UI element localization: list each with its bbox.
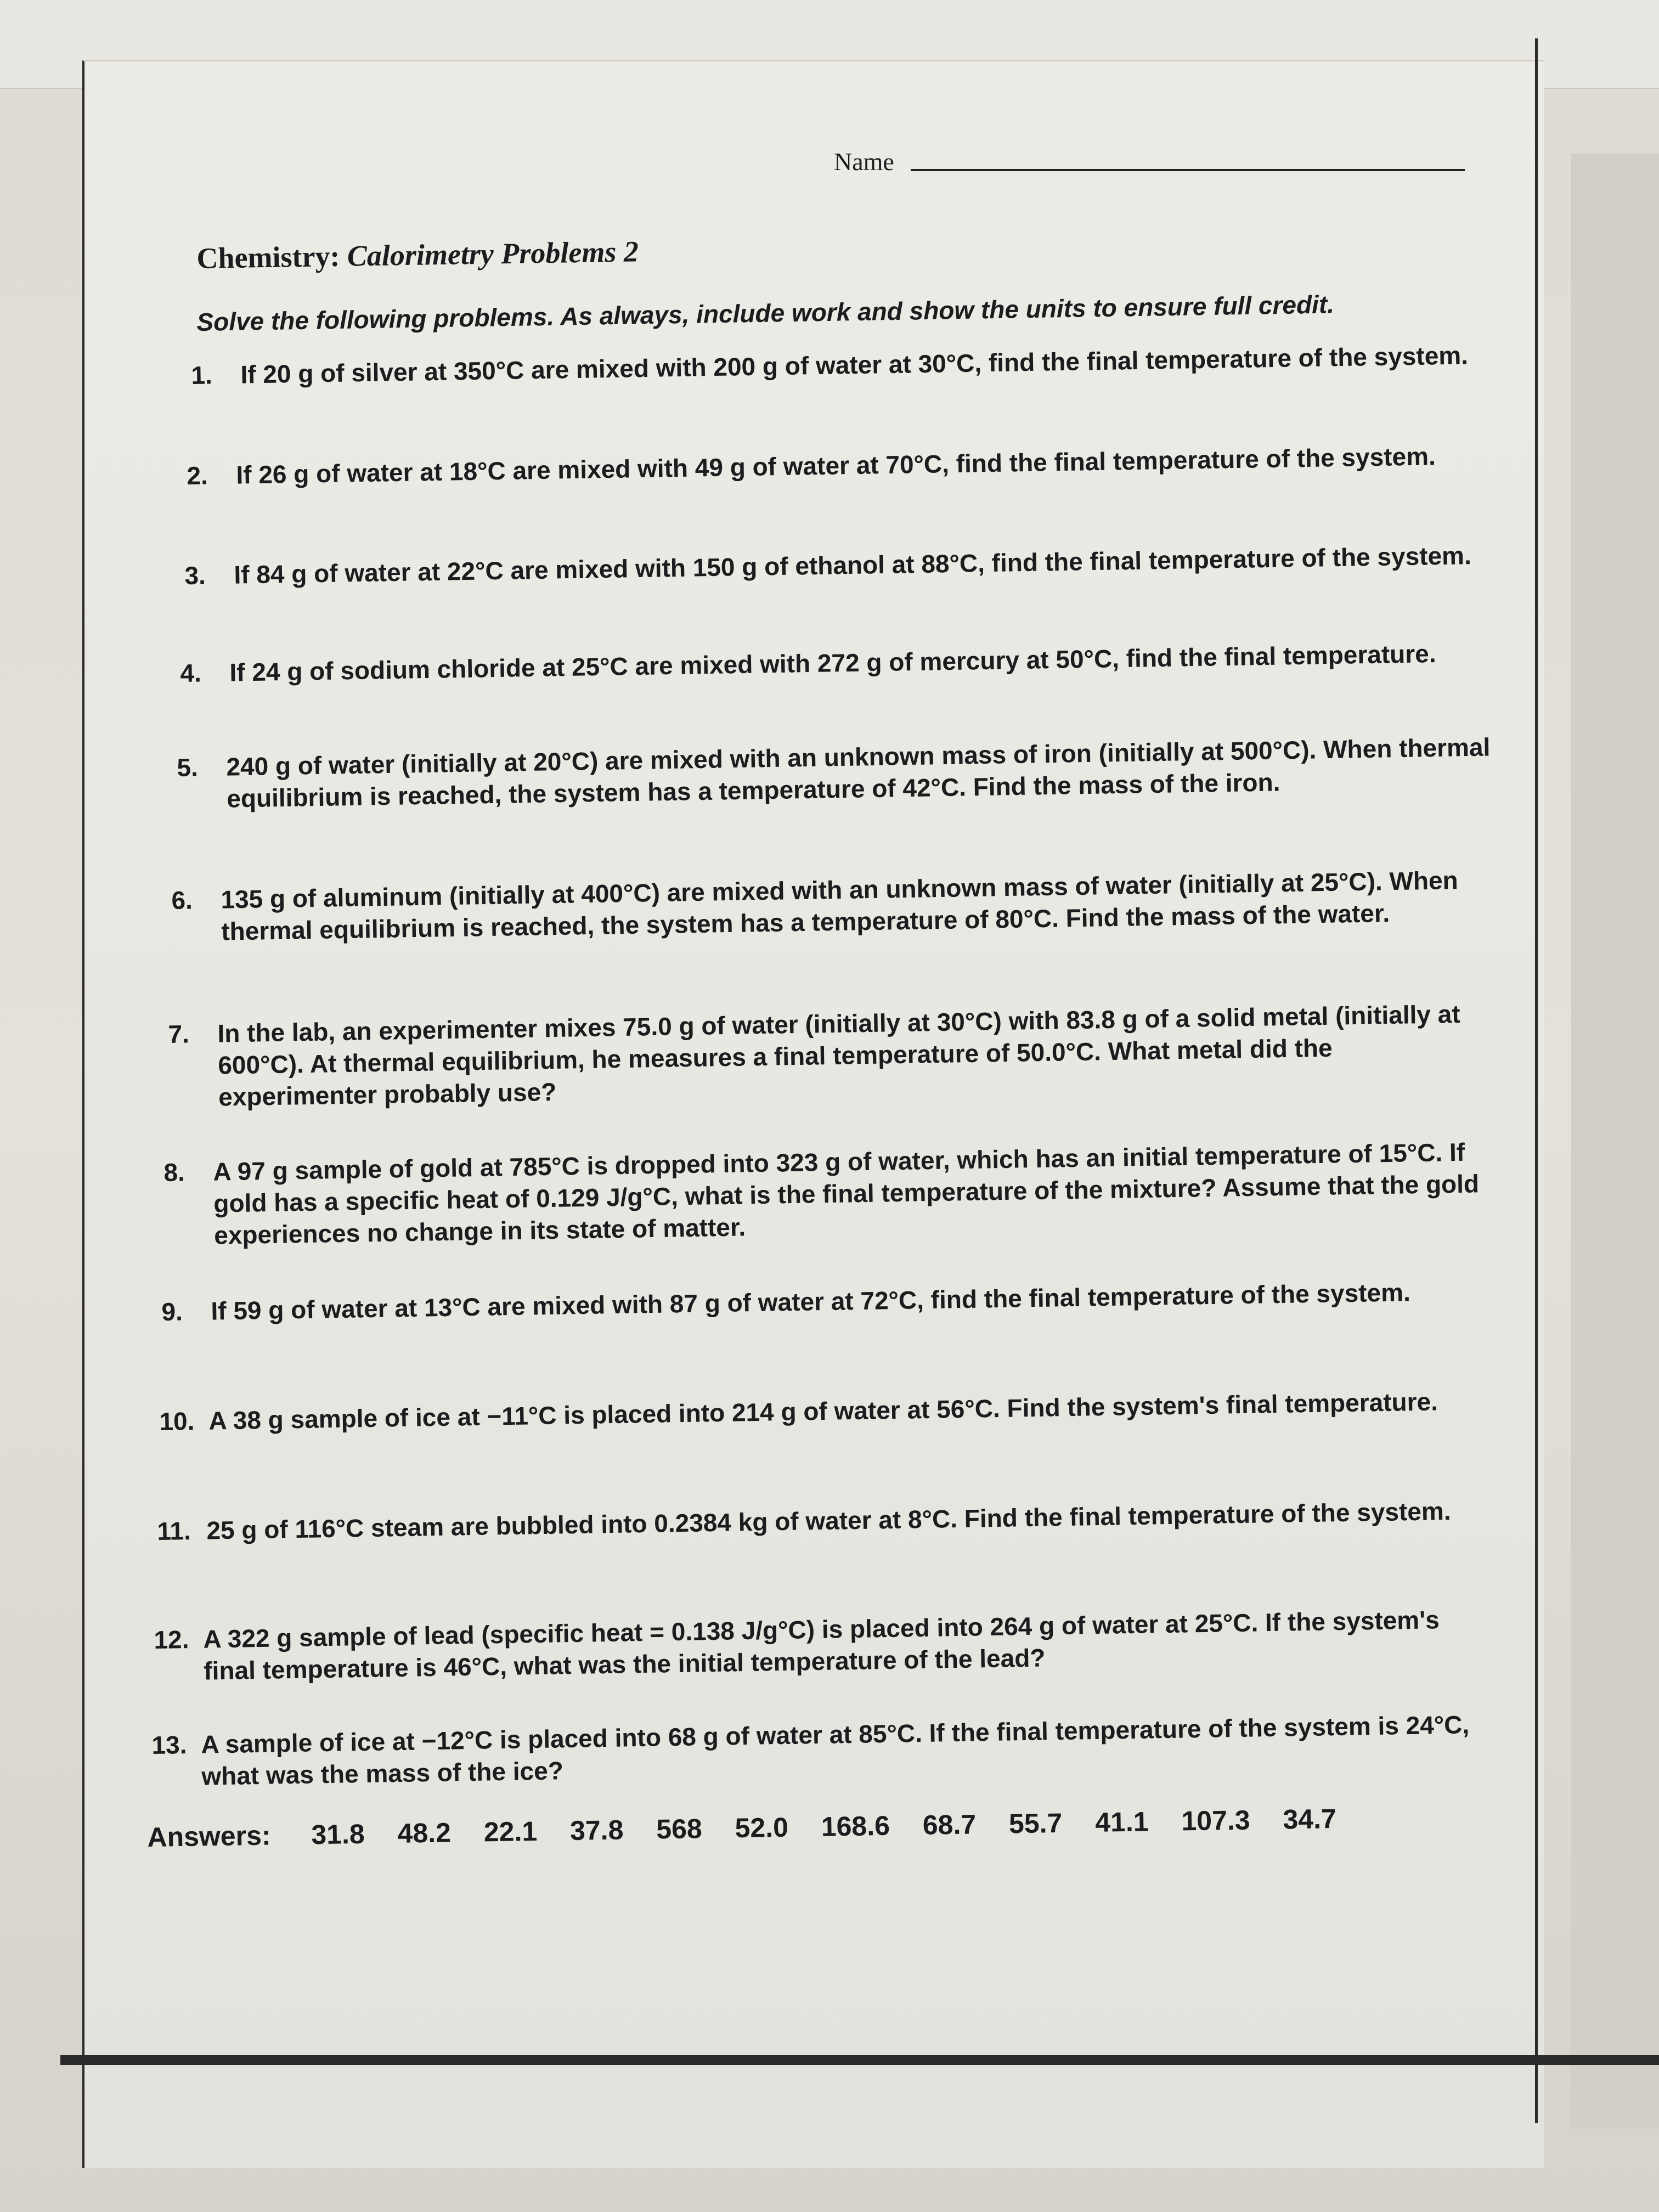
problem-number: 13.: [151, 1730, 187, 1759]
problem-number: 1.: [191, 360, 213, 390]
problem-text: 135 g of aluminum (initially at 400°C) are mixed with an unknown mass of water (initially at 25°C). When thermal equilibrium is reached, the system has a temperature of 80°C. Find the mass of the water.: [221, 865, 1465, 946]
answer-value: 48.2: [397, 1817, 452, 1849]
name-label: Name: [834, 148, 894, 176]
answer-value: 41.1: [1094, 1806, 1149, 1838]
answer-value: 22.1: [483, 1815, 538, 1848]
answer-value: 107.3: [1181, 1804, 1251, 1837]
answer-value: 52.0: [735, 1812, 789, 1844]
problem-text: A sample of ice at −12°C is placed into 68 g of water at 85°C. If the final temperature of the system is 24°C, what was the mass of the ice?: [201, 1710, 1477, 1791]
answer-value: 68.7: [922, 1809, 977, 1841]
answer-value: 31.8: [311, 1818, 365, 1850]
problem-text: If 20 g of silver at 350°C are mixed with 200 g of water at 30°C, find the final temperature of the system.: [240, 341, 1469, 389]
problem-number: 9.: [161, 1297, 183, 1326]
problem-number: 3.: [184, 561, 206, 590]
problem-text: A 97 g sample of gold at 785°C is dropped into 323 g of water, which has an initial temperature of 15°C. If gold has a specific heat of 0.129 J/g°C, what is the final temperature of the mixture? Assume that the gold experiences no change in its state of matter.: [213, 1137, 1487, 1250]
problem-text: A 38 g sample of ice at −11°C is placed into 214 g of water at 56°C. Find the system's final temperature.: [208, 1387, 1438, 1435]
page-border-right: [1535, 38, 1538, 2123]
problem-number: 7.: [168, 1019, 190, 1048]
problem-number: 6.: [171, 885, 193, 915]
problem-text: A 322 g sample of lead (specific heat = 0.138 J/g°C) is placed into 264 g of water at 25°C. If the system's final temperature is 46°C, what was the initial temperature of the lead?: [203, 1605, 1447, 1685]
answers-label: Answers:: [147, 1820, 271, 1853]
problem-text: 240 g of water (initially at 20°C) are mixed with an unknown mass of iron (initially at 500°C). When thermal equilibrium is reached, the system has a temperature of 42°C. Find the mass of the iron.: [226, 732, 1498, 813]
answer-value: 568: [656, 1813, 703, 1845]
problem-text: If 59 g of water at 13°C are mixed with 87 g of water at 72°C, find the final temperature of the system.: [211, 1278, 1411, 1325]
answer-value: 55.7: [1008, 1807, 1063, 1839]
page-border-bottom: [60, 2055, 1659, 2065]
problem-text: If 26 g of water at 18°C are mixed with 49 g of water at 70°C, find the final temperature of the system.: [236, 442, 1436, 489]
page-title: [196, 234, 639, 275]
name-field-line[interactable]: [911, 169, 1465, 171]
problem-number: 5.: [177, 753, 199, 782]
problem-number: 2.: [187, 461, 208, 490]
title-name: Calorimetry Problems 2: [347, 235, 639, 273]
problem-text: If 24 g of sodium chloride at 25°C are mixed with 272 g of mercury at 50°C, find the final temperature.: [229, 639, 1436, 687]
problem-text: If 84 g of water at 22°C are mixed with 150 g of ethanol at 88°C, find the final temperature of the system.: [234, 541, 1472, 589]
problem-text: In the lab, an experimenter mixes 75.0 g of water (initially at 30°C) with 83.8 g of a solid metal (initially at 600°C). At thermal equilibrium, he measures a final temperature of 50.0°C. What metal did the experimenter probably use?: [217, 999, 1468, 1111]
answer-value: 168.6: [821, 1810, 890, 1842]
problem-number: 12.: [154, 1624, 189, 1654]
problem-number: 8.: [163, 1158, 185, 1187]
problem-number: 10.: [159, 1406, 195, 1436]
answer-value: 37.8: [569, 1814, 624, 1846]
problem-number: 4.: [180, 658, 202, 687]
problem-number: 11.: [157, 1516, 191, 1545]
background-sheet-right: [1571, 154, 1659, 2129]
instructions: Solve the following problems. As always, include work and show the units to ensure full credit.: [196, 290, 1335, 336]
problem-text: 25 g of 116°C steam are bubbled into 0.2384 kg of water at 8°C. Find the final temperature of the system.: [206, 1496, 1451, 1545]
title-subject: Chemistry:: [196, 239, 340, 275]
answer-value: 34.7: [1283, 1803, 1337, 1835]
